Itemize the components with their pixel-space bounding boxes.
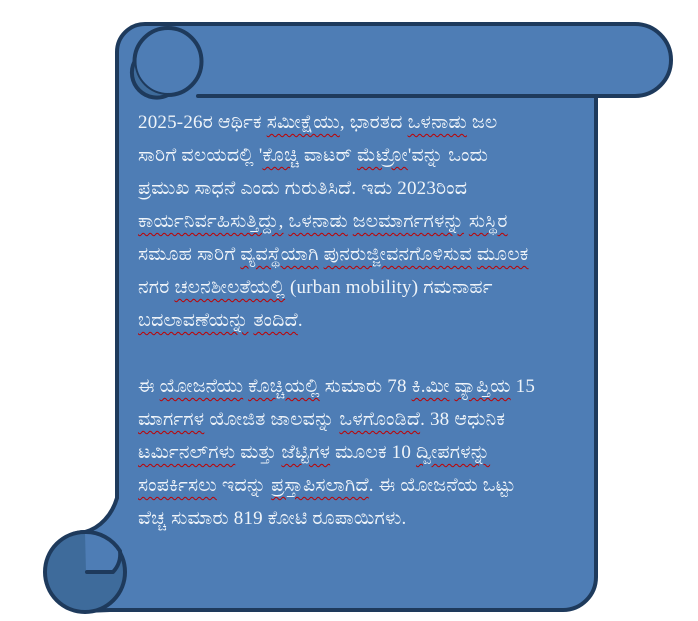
text-line bbox=[138, 502, 600, 535]
text-line bbox=[138, 238, 600, 271]
text-line bbox=[138, 436, 600, 469]
text-line bbox=[138, 304, 600, 337]
top-curl-icon bbox=[135, 28, 202, 95]
text-line bbox=[138, 370, 600, 403]
text-segment: ಮೂಲಕ 10 bbox=[330, 442, 417, 463]
misspelled-word: ಕಿ.ಮೀ bbox=[411, 376, 450, 397]
misspelled-word: ಕೊಚ್ಚಿ bbox=[262, 145, 299, 166]
misspelled-word: ಪುನರುಜ್ಜೀವನಗೊಳಿಸುವ bbox=[323, 244, 472, 265]
text-segment: . bbox=[297, 310, 303, 331]
text-segment: 15 bbox=[510, 376, 536, 397]
text-line bbox=[138, 403, 600, 436]
misspelled-word: ತಂದಿದೆ bbox=[253, 310, 298, 331]
misspelled-word: ಸಂಪರ್ಕಿಸಲು bbox=[138, 475, 217, 496]
scroll-text bbox=[138, 106, 600, 568]
text-line bbox=[138, 271, 600, 304]
misspelled-word: ಕಾರ್ಯನಿರ್ವಹಿಸುತ್ತಿದ್ದು, bbox=[138, 211, 284, 232]
misspelled-word: ಒಳಗೊಂಡಿದೆ bbox=[339, 409, 421, 430]
text-segment: ಸುಮಾರು 78 bbox=[319, 376, 412, 397]
misspelled-word: ವ್ಯಾಪ್ತಿಯ bbox=[454, 376, 511, 397]
text-segment: ಮತ್ತು bbox=[235, 442, 282, 463]
misspelled-word: ಮೂಲಕ bbox=[476, 244, 529, 265]
text-line bbox=[138, 469, 600, 502]
text-segment: ಜಲ bbox=[466, 112, 498, 133]
text-segment: 2025-26ರ ಆರ್ಥಿಕ bbox=[138, 112, 267, 133]
text-segment: ವೆಚ್ಚ ಸುಮಾರು 819 ಕೋಟಿ ರೂಪಾಯಿಗಳು. bbox=[138, 508, 407, 529]
misspelled-word: ಸುಸ್ಥಿರ bbox=[468, 211, 508, 232]
misspelled-word: ಸಮೀಕ್ಷೆಯು bbox=[266, 112, 340, 133]
text-segment: ಪ್ರಮುಖ ಸಾಧನೆ ಎಂದು ಗುರುತಿಸಿದೆ. ಇದು 2023ರಿಂದ bbox=[138, 178, 468, 199]
misspelled-word: ಒಳನಾಡು bbox=[407, 112, 467, 133]
misspelled-word: ಪ್ರಸ್ತಾಪಿಸಲಾಗಿದೆ bbox=[271, 475, 369, 496]
misspelled-word: ಚಲನಶೀಲತೆಯಲ್ಲಿ bbox=[174, 277, 286, 298]
misspelled-word: ಬದಲಾವಣೆಯನ್ನು bbox=[138, 310, 249, 331]
misspelled-word: ಒಳನಾಡು bbox=[288, 211, 348, 232]
text-segment: 'ವನ್ನು ಒಂದು bbox=[407, 145, 489, 166]
text-segment: . ಈ ಯೋಜನೆಯ ಒಟ್ಟು bbox=[368, 475, 516, 496]
text-segment: ಸಮೂಹ ಸಾರಿಗೆ bbox=[138, 244, 241, 265]
misspelled-word: ಮಾರ್ಗಗಳ bbox=[138, 409, 205, 430]
misspelled-word: ಯೋಜನೆಯು bbox=[159, 376, 244, 397]
text-line bbox=[138, 139, 600, 172]
misspelled-word: ವ್ಯವಸ್ಥೆಯಾಗಿ bbox=[240, 244, 319, 265]
paragraph bbox=[138, 106, 600, 337]
misspelled-word: ಮೆಟ್ರೋ bbox=[357, 145, 408, 166]
text-line bbox=[138, 172, 600, 205]
text-segment: (urban mobility) ಗಮನಾರ್ಹ bbox=[285, 277, 493, 298]
misspelled-word: ಟರ್ಮಿನಲ್‌ಗಳು bbox=[138, 442, 236, 463]
text-line bbox=[138, 106, 600, 139]
misspelled-word: ಕೊಚ್ಚಿಯಲ್ಲಿ bbox=[248, 376, 320, 397]
paragraph bbox=[138, 370, 600, 535]
text-segment: . 38 ಆಧುನಿಕ bbox=[420, 409, 506, 430]
misspelled-word: ಜೆಟ್ಟಿಗಳ bbox=[281, 442, 331, 463]
text-segment: ಇದನ್ನು bbox=[216, 475, 272, 496]
text-segment: ಯೋಜಿತ ಜಾಲವನ್ನು bbox=[204, 409, 340, 430]
text-segment: , ಭಾರತದ bbox=[339, 112, 408, 133]
text-segment: ಈ bbox=[138, 376, 160, 397]
misspelled-word: ಜಲಮಾರ್ಗಗಳನ್ನು bbox=[352, 211, 464, 232]
text-segment: ಸಾರಿಗೆ ವಲಯದಲ್ಲಿ ' bbox=[138, 145, 263, 166]
text-line bbox=[138, 205, 600, 238]
text-segment: ನಗರ bbox=[138, 277, 175, 298]
misspelled-word: ದ್ವೀಪಗಳನ್ನು bbox=[416, 442, 491, 463]
text-segment: ವಾಟರ್ bbox=[298, 145, 358, 166]
